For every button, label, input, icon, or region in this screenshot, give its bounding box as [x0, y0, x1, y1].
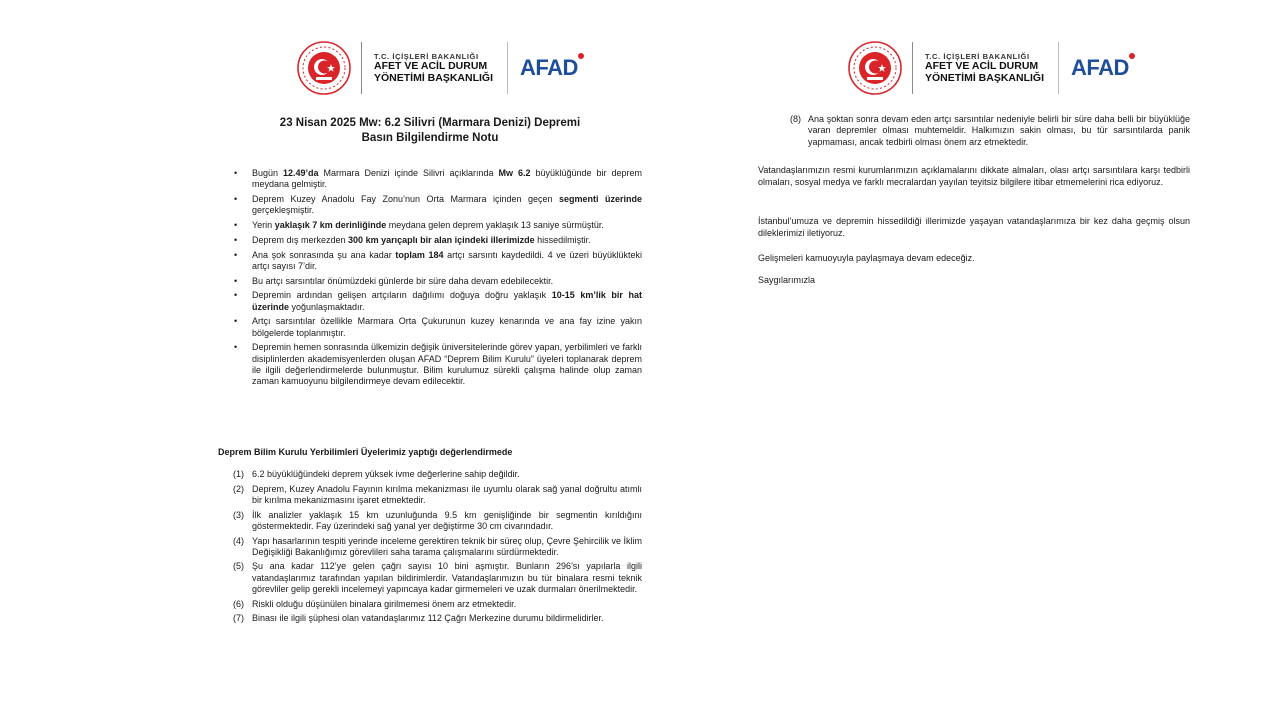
section-subheading: Deprem Bilim Kurulu Yerbilimleri Üyelerimiz yaptığı değerlendirmede	[218, 447, 513, 457]
item-number: (8)	[790, 114, 801, 124]
afad-logo-text: AFAD	[520, 55, 578, 80]
bullet-text: Depremin hemen sonrasında ülkemizin değişik üniversitelerinde görev yapan, yerbilimleri ve farklı disiplinlerden akademisyenlerden oluşan AFAD “Deprem Bilim Kurulu” üyeleri toplanarak deprem ile ilgili değerlendirmelerde bulunmuştur. Bilim kurulumuz sürekli çalışma halinde olup zaman zaman kamuoyunu bilgilendirmeye devam edilecektir.	[252, 342, 642, 386]
bullet-text: artçı sarsıntı kaydedildi. 4 ve üzeri büyüklükteki artçı sayısı 7’dir.	[252, 249, 642, 271]
title-line-1: 23 Nisan 2025 Mw: 6.2 Silivri (Marmara Denizi) Depremi	[279, 117, 581, 129]
title-line-2: Basın Bilgilendirme Notu	[361, 132, 499, 144]
bullet-item	[232, 168, 642, 190]
numbered-item	[232, 536, 642, 558]
bullet-text: büyüklüğünde bir deprem meydana gelmiştir.	[252, 168, 642, 190]
item-text: İlk analizler yaklaşık 15 km uzunluğunda 9.5 km genişliğinde bir segmentin kırıldığını göstermektedir. Fay üzerindeki sağ yanal yer değiştirme 30 cm civarındadır.	[252, 509, 642, 531]
numbered-item	[232, 561, 642, 595]
numbered-list-continued	[790, 114, 1190, 148]
bullet-text: Bu artçı sarsıntılar önümüzdeki günlerde bir süre daha devam edebilecektir.	[252, 275, 554, 286]
item-number: (6)	[233, 598, 244, 609]
page-header	[848, 40, 1129, 96]
ministry-name	[374, 52, 493, 84]
item-number: (4)	[233, 535, 244, 546]
item-text: Yapı hasarlarının tespiti yerinde inceleme gerektiren teknik bir süreç olup, Çevre Şehircilik ve İklim Değişikliği Bakanlığımız görevlileri saha tarama çalışmalarını sürdürmektedir.	[252, 535, 643, 557]
numbered-item	[232, 599, 642, 610]
bullet-text: Ana şok sonrasında şu ana kadar	[252, 249, 396, 260]
bullet-text: hissedilmiştir.	[534, 234, 591, 245]
closing-salutation: Saygılarımızla	[758, 275, 816, 285]
bullet-item	[232, 316, 642, 338]
bullet-item	[232, 194, 642, 216]
afad-logo-dot	[578, 53, 584, 59]
bullet-text: Deprem dış merkezden	[252, 234, 349, 245]
bullet-text: Artçı sarsıntılar özellikle Marmara Orta Çukurunun kuzey kenarında ve ana fay izine yakın bölgelerde toplanmıştır.	[252, 316, 642, 338]
bullet-text: Depremin ardından gelişen artçıların dağılımı doğuya doğru yaklaşık	[252, 290, 552, 301]
bullet-emphasis: yaklaşık 7 km derinliğinde	[274, 220, 387, 230]
bullet-text: Bugün	[252, 168, 284, 178]
afad-logo-dot	[1129, 53, 1135, 59]
numbered-item	[232, 469, 642, 480]
bullet-item	[232, 342, 642, 387]
bullet-item	[232, 290, 642, 312]
item-text: Riskli olduğu düşünülen binalara girilmemesi önem arz etmektedir.	[252, 598, 517, 609]
bullet-text: yoğunlaşmaktadır.	[289, 301, 365, 312]
numbered-item	[232, 510, 642, 532]
paragraph-condolence: İstanbul’umuza ve depremin hissedildiği illerimizde yaşayan vatandaşlarımıza bir kez daha geçmiş olsun dileklerimizi iletiyoruz.	[758, 216, 1190, 238]
bullet-text: meydana gelen deprem yaklaşık 13 saniye sürmüştür.	[386, 220, 604, 230]
numbered-item	[232, 613, 642, 624]
item-number: (5)	[233, 561, 244, 572]
item-text: Ana şoktan sonra devam eden artçı sarsıntılar nedeniyle belirli bir süre daha belli bir büyüklüğe varan depremler olması muhtemeldir. Halkımızın sakin olması, bu tür sarsıntılarda panik yapmaması, ancak tedbirli olması önem arz etmektedir.	[808, 114, 1190, 147]
turkish-crescent-star-seal-icon	[297, 41, 351, 95]
ministry-line-1: AFET VE ACİL DURUM	[374, 60, 488, 72]
item-number: (7)	[233, 613, 244, 624]
bullet-item	[232, 235, 642, 246]
ministry-line-1: AFET VE ACİL DURUM	[925, 60, 1039, 72]
bullet-text: gerçekleşmiştir.	[252, 205, 315, 216]
bullet-emphasis: 12.49’da	[283, 168, 319, 178]
paragraph-advice: Vatandaşlarımızın resmi kurumlarımızın açıklamalarını dikkate almaları, olası artçı sarsıntılara karşı tedbirli olmaları, sosyal medya ve farklı mecralardan yayılan teyitsiz bilgilere itibar etmemelerini rica ediyoruz.	[758, 165, 1190, 187]
bullet-text: Deprem Kuzey Anadolu Fay Zonu’nun Orta Marmara içinden geçen	[252, 194, 559, 204]
bullet-emphasis: Mw 6.2	[498, 168, 531, 178]
item-number: (3)	[233, 509, 244, 520]
bullet-text: Yerin	[252, 220, 275, 230]
ministry-small-label: T.C. İÇİŞLERİ BAKANLIĞI	[374, 52, 479, 61]
ministry-small-label: T.C. İÇİŞLERİ BAKANLIĞI	[925, 52, 1030, 61]
header-divider	[361, 42, 362, 94]
ministry-name	[925, 52, 1044, 84]
header-divider	[912, 42, 913, 94]
afad-logo	[507, 42, 578, 94]
afad-logo	[1058, 42, 1129, 94]
ministry-line-2: YÖNETİMİ BAŞKANLIĞI	[374, 71, 494, 84]
numbered-list	[232, 469, 642, 628]
bullet-list	[232, 168, 642, 391]
item-number: (2)	[233, 483, 244, 494]
bullet-emphasis: 300 km yarıçaplı bir alan içindeki illerimizde	[348, 234, 535, 245]
bullet-emphasis: segmenti üzerinde	[558, 194, 642, 204]
numbered-item	[232, 484, 642, 506]
paragraph-updates: Gelişmeleri kamuoyuyla paylaşmaya devam edeceğiz.	[758, 253, 975, 263]
turkish-crescent-star-seal-icon	[848, 41, 902, 95]
item-text: Şu ana kadar 112’ye gelen çağrı sayısı 10 bini aşmıştır. Bunların 296’sı yapılarla ilgili vatandaşlarımız tarafından yapılan bildirimlerdir. Vatandaşlarımızın bu tür binalara resmi teknik görevliler gelip gerekli incelemeyi yapıncaya kadar girmemeleri ve uzak durmaları önerilmektedir.	[252, 561, 642, 594]
document-title	[210, 116, 650, 146]
bullet-emphasis: toplam 184	[395, 249, 444, 260]
bullet-emphasis: 10-15 km’lik bir hat üzerinde	[252, 290, 642, 312]
afad-logo-text: AFAD	[1071, 55, 1129, 80]
page-header	[297, 40, 578, 96]
document-page-1	[210, 0, 650, 720]
item-number: (1)	[233, 469, 244, 479]
item-text: Binası ile ilgili şüphesi olan vatandaşlarımız 112 Çağrı Merkezine durumu bildirmelidirler.	[252, 613, 604, 624]
document-page-2	[750, 0, 1195, 720]
item-text: 6.2 büyüklüğündeki deprem yüksek ivme değerlerine sahip değildir.	[252, 469, 520, 479]
item-text: Deprem, Kuzey Anadolu Fayının kırılma mekanizması ile uyumlu olarak sağ yanal doğrultu atımlı bir kırılma mekanizmasını işaret etmektedir.	[252, 483, 642, 505]
ministry-line-2: YÖNETİMİ BAŞKANLIĞI	[925, 71, 1045, 84]
bullet-item	[232, 220, 642, 231]
bullet-item	[232, 250, 642, 272]
numbered-item	[790, 114, 1190, 148]
bullet-item	[232, 276, 642, 287]
bullet-text: Marmara Denizi içinde Silivri açıklarında	[318, 168, 499, 178]
